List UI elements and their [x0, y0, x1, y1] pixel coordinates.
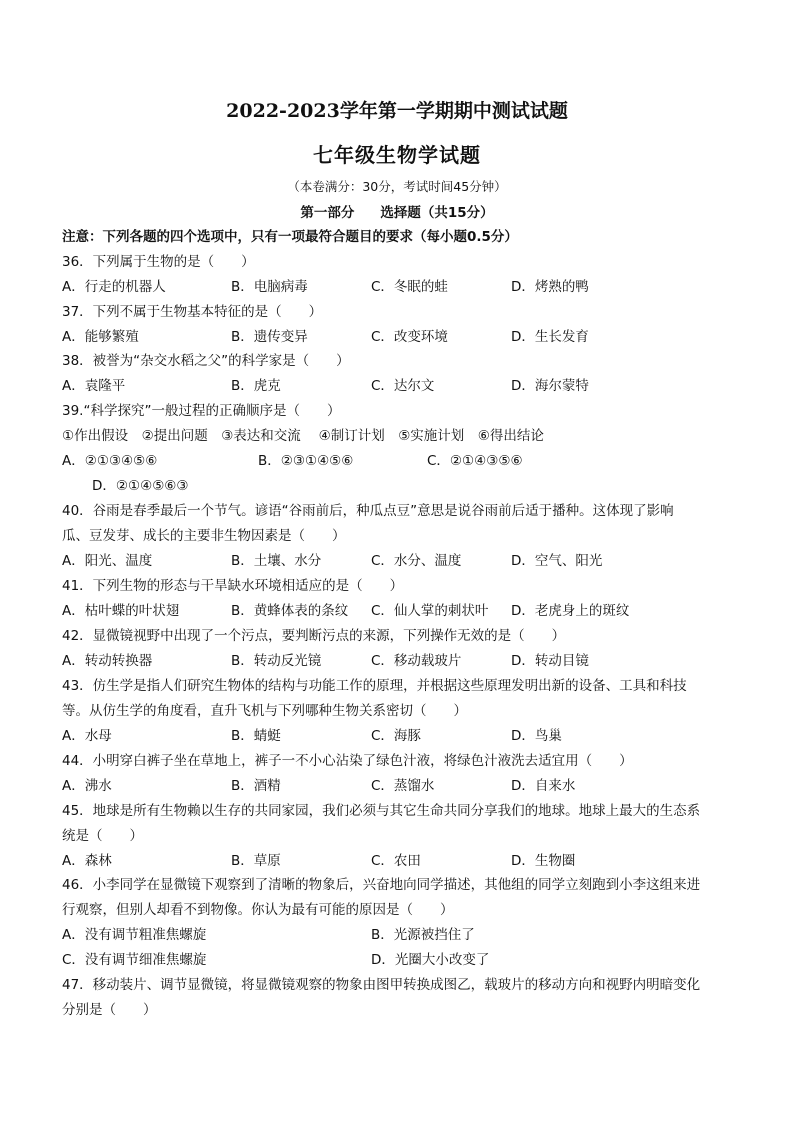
exam-title: 2022-2023学年第一学期期中测试试题 [226, 100, 568, 122]
exam-meta: （本卷满分：30分，考试时间45分钟） [287, 179, 507, 194]
option-b: B．土壤、水分 [231, 553, 322, 569]
option-a: A．没有调节粗准焦螺旋 [62, 927, 207, 943]
option-a: A．行走的机器人 [62, 279, 166, 295]
option-d: D．生物圈 [511, 853, 576, 869]
option-d: D．②①④⑤⑥③ [92, 478, 189, 494]
option-c: C．海豚 [371, 728, 421, 744]
option-c: C．农田 [371, 853, 421, 869]
part-name: 第一部分 [300, 205, 355, 221]
option-d: D．海尔蒙特 [511, 378, 589, 394]
option-a: A．枯叶蝶的叶状翅 [62, 603, 180, 619]
question-stem-cont: 统是（ ） [62, 828, 143, 844]
question-stem: 42．显微镜视野中出现了一个污点，要判断污点的来源，下列操作无效的是（ ） [62, 628, 566, 644]
question-stem-cont: 瓜、豆发芽、成长的主要非生物因素是（ ） [62, 528, 346, 544]
option-a: A．阳光、温度 [62, 553, 153, 569]
option-b: B．光源被挡住了 [371, 927, 475, 943]
option-a: A．②①③④⑤⑥ [62, 453, 158, 469]
part-description: 选择题（共15分） [380, 205, 494, 221]
option-b: B．电脑病毒 [231, 279, 308, 295]
option-c: C．蒸馏水 [371, 778, 435, 794]
option-d: D．空气、阳光 [511, 553, 603, 569]
question-stem-steps: ①作出假设 ②提出问题 ③表达和交流 ④制订计划 ⑤实施计划 ⑥得出结论 [62, 428, 544, 444]
option-b: B．草原 [231, 853, 281, 869]
option-d: D．光圈大小改变了 [371, 952, 490, 968]
option-d: D．自来水 [511, 778, 576, 794]
question-stem: 36．下列属于生物的是（ ） [62, 254, 255, 270]
option-d: D．生长发育 [511, 329, 589, 345]
option-b: B．遗传变异 [231, 329, 308, 345]
option-c: C．没有调节细准焦螺旋 [62, 952, 207, 968]
option-c: C．②①④③⑤⑥ [427, 453, 523, 469]
question-stem: 46．小李同学在显微镜下观察到了清晰的物象后，兴奋地向同学描述，其他组的同学立刻跑到小李这组来进 [62, 877, 701, 893]
option-d: D．鸟巢 [511, 728, 562, 744]
option-a: A．沸水 [62, 778, 112, 794]
option-b: B．蜻蜓 [231, 728, 281, 744]
option-a: A．能够繁殖 [62, 329, 139, 345]
question-stem: 41．下列生物的形态与干旱缺水环境相适应的是（ ） [62, 578, 404, 594]
question-stem: 40．谷雨是春季最后一个节气。谚语“谷雨前后，种瓜点豆”意思是说谷雨前后适于播种。这体现了影响 [62, 503, 674, 519]
question-stem: 37．下列不属于生物基本特征的是（ ） [62, 304, 323, 320]
question-stem: 45．地球是所有生物赖以生存的共同家园，我们必须与其它生命共同分享我们的地球。地球上最大的生态系 [62, 803, 701, 819]
option-c: C．改变环境 [371, 329, 448, 345]
option-a: A．森林 [62, 853, 112, 869]
question-stem-cont: 行观察，但别人却看不到物像。你认为最有可能的原因是（ ） [62, 902, 454, 918]
question-stem-cont: 等。从仿生学的角度看，直升飞机与下列哪种生物关系密切（ ） [62, 703, 467, 719]
question-stem: 44．小明穿白裤子坐在草地上，裤子一不小心沾染了绿色汁液，将绿色汁液洗去适宜用（ ） [62, 753, 633, 769]
question-stem-cont: 分别是（ ） [62, 1002, 157, 1018]
question-stem: 38．被誉为“杂交水稻之父”的科学家是（ ） [62, 353, 350, 369]
option-b: B．②③①④⑤⑥ [258, 453, 354, 469]
option-c: C．达尔文 [371, 378, 435, 394]
option-d: D．烤熟的鸭 [511, 279, 589, 295]
option-d: D．老虎身上的斑纹 [511, 603, 630, 619]
question-stem: 39.“科学探究”一般过程的正确顺序是（ ） [62, 403, 341, 419]
part-heading [0, 201, 794, 221]
option-c: C．水分、温度 [371, 553, 462, 569]
option-d: D．转动目镜 [511, 653, 589, 669]
exam-subtitle: 七年级生物学试题 [313, 143, 481, 167]
question-stem: 43．仿生学是指人们研究生物体的结构与功能工作的原理，并根据这些原理发明出新的设备、工具和科技 [62, 678, 687, 694]
option-b: B．转动反光镜 [231, 653, 322, 669]
option-b: B．酒精 [231, 778, 281, 794]
option-a: A．转动转换器 [62, 653, 153, 669]
option-c: C．冬眠的蛙 [371, 279, 448, 295]
option-c: C．移动载玻片 [371, 653, 462, 669]
option-b: B．黄蜂体表的条纹 [231, 603, 349, 619]
question-stem: 47．移动装片、调节显微镜，将显微镜观察的物象由图甲转换成图乙，载玻片的移动方向和视野内明暗变化 [62, 977, 701, 993]
option-b: B．虎克 [231, 378, 281, 394]
instructions-note: 注意：下列各题的四个选项中，只有一项最符合题目的要求（每小题0.5分） [62, 229, 518, 245]
option-a: A．袁隆平 [62, 378, 126, 394]
option-a: A．水母 [62, 728, 112, 744]
option-c: C．仙人掌的刺状叶 [371, 603, 489, 619]
